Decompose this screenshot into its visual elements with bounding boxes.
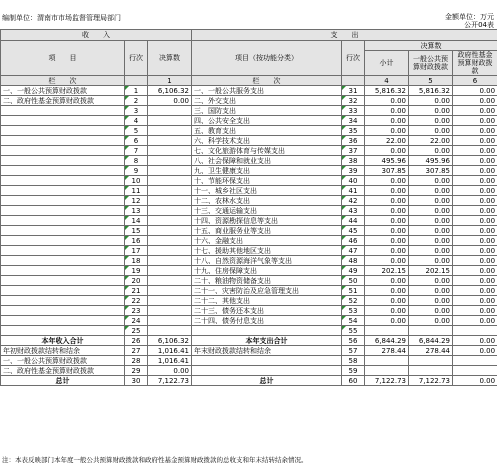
table-row xyxy=(1,196,497,206)
expense-general: 0.00 xyxy=(409,296,453,306)
table-row xyxy=(1,256,497,266)
income-row-no: 12 xyxy=(125,196,148,206)
income-amount xyxy=(148,326,192,336)
income-item xyxy=(1,206,125,216)
income-item xyxy=(1,166,125,176)
expense-general: 0.00 xyxy=(409,286,453,296)
expense-general: 202.15 xyxy=(409,266,453,276)
amount-unit: 金额单位：万元 xyxy=(445,13,494,21)
expense-subtotal: 0.00 xyxy=(365,216,409,226)
expense-fund: 0.00 xyxy=(453,266,497,276)
table-row xyxy=(1,146,497,156)
grand-income-no: 30 xyxy=(125,376,148,386)
expense-row-no: 33 xyxy=(342,106,365,116)
expense-item: 二、外交支出 xyxy=(192,96,342,106)
income-amount xyxy=(148,256,192,266)
table-row xyxy=(1,246,497,256)
expense-fund: 0.00 xyxy=(453,136,497,146)
carry-fund-amount: 0.00 xyxy=(148,366,192,376)
table-row xyxy=(1,286,497,296)
income-row-no: 17 xyxy=(125,246,148,256)
income-total-label: 本年收入合计 xyxy=(1,336,125,346)
expense-subtotal: 0.00 xyxy=(365,176,409,186)
expense-subtotal: 0.00 xyxy=(365,246,409,256)
expense-item: 十一、城乡社区支出 xyxy=(192,186,342,196)
expense-item: 二十一、灾害防治及应急管理支出 xyxy=(192,286,342,296)
expense-subtotal: 0.00 xyxy=(365,256,409,266)
expense-general: 495.96 xyxy=(409,156,453,166)
expense-group-header: 支 出 xyxy=(192,30,497,41)
grand-expense-general: 7,122.73 xyxy=(409,376,453,386)
income-amount xyxy=(148,266,192,276)
carry-in-no: 27 xyxy=(125,346,148,356)
expense-item xyxy=(192,326,342,336)
expense-subtotal: 0.00 xyxy=(365,196,409,206)
expense-general: 307.85 xyxy=(409,166,453,176)
expense-fund: 0.00 xyxy=(453,96,497,106)
expense-subtotal: 0.00 xyxy=(365,106,409,116)
table-row xyxy=(1,136,497,146)
income-item xyxy=(1,156,125,166)
column-number-blank-expense xyxy=(342,76,365,86)
carry-general-blank-2 xyxy=(409,356,453,366)
expense-general: 0.00 xyxy=(409,96,453,106)
expense-item: 二十三、债务还本支出 xyxy=(192,306,342,316)
income-amount xyxy=(148,116,192,126)
expense-subtotal: 0.00 xyxy=(365,316,409,326)
table-row xyxy=(1,306,497,316)
income-row-no: 19 xyxy=(125,266,148,276)
expense-general: 0.00 xyxy=(409,146,453,156)
expense-fund: 0.00 xyxy=(453,116,497,126)
expense-total-label: 本年支出合计 xyxy=(192,336,342,346)
expense-item: 十四、资源勘探信息等支出 xyxy=(192,216,342,226)
carry-fund-blank-1 xyxy=(365,366,409,376)
column-number-blank xyxy=(125,76,148,86)
expense-general: 0.00 xyxy=(409,306,453,316)
income-item xyxy=(1,136,125,146)
table-row xyxy=(1,126,497,136)
income-item xyxy=(1,256,125,266)
expense-final-header: 决算数 xyxy=(365,41,497,51)
grand-income-amount: 7,122.73 xyxy=(148,376,192,386)
expense-fund: 0.00 xyxy=(453,306,497,316)
income-amount xyxy=(148,306,192,316)
carry-in-label: 年初财政拨款结转和结余 xyxy=(1,346,125,356)
expense-item: 十五、商业服务业等支出 xyxy=(192,226,342,236)
grand-total-row xyxy=(1,376,497,386)
income-item xyxy=(1,226,125,236)
expense-item: 五、教育支出 xyxy=(192,126,342,136)
expense-item: 二十、粮油物资储备支出 xyxy=(192,276,342,286)
expense-row-no: 53 xyxy=(342,306,365,316)
carry-fund-label: 二、政府性基金预算财政拨款 xyxy=(1,366,125,376)
table-row xyxy=(1,176,497,186)
expense-subtotal: 0.00 xyxy=(365,306,409,316)
expense-row-no: 41 xyxy=(342,186,365,196)
expense-general: 0.00 xyxy=(409,186,453,196)
expense-general xyxy=(409,326,453,336)
income-row-no: 25 xyxy=(125,326,148,336)
expense-row-no: 55 xyxy=(342,326,365,336)
income-row-no: 1 xyxy=(125,86,148,96)
grand-expense-label: 总计 xyxy=(192,376,342,386)
income-row-no: 14 xyxy=(125,216,148,226)
expense-item: 十二、农林水支出 xyxy=(192,196,342,206)
income-amount xyxy=(148,296,192,306)
expense-row-no: 36 xyxy=(342,136,365,146)
income-amount xyxy=(148,226,192,236)
table-row xyxy=(1,96,497,106)
expense-row-no: 31 xyxy=(342,86,365,96)
carry-general-expense-blank xyxy=(192,356,342,366)
table-row xyxy=(1,186,497,196)
income-item xyxy=(1,316,125,326)
expense-fund: 0.00 xyxy=(453,166,497,176)
income-item xyxy=(1,186,125,196)
expense-general: 0.00 xyxy=(409,276,453,286)
income-row-no: 18 xyxy=(125,256,148,266)
expense-total-subtotal: 6,844.29 xyxy=(365,336,409,346)
expense-row-no: 54 xyxy=(342,316,365,326)
expense-subtotal: 495.96 xyxy=(365,156,409,166)
carry-out-general: 278.44 xyxy=(409,346,453,356)
expense-item: 十八、自然资源海洋气象等支出 xyxy=(192,256,342,266)
table-row xyxy=(1,266,497,276)
carry-general-expense-no: 58 xyxy=(342,356,365,366)
income-row-no: 7 xyxy=(125,146,148,156)
unit-name: 渭南市市场监督管理局部门 xyxy=(37,14,121,22)
carry-out-fund: 0.00 xyxy=(453,346,497,356)
expense-row-no: 39 xyxy=(342,166,365,176)
expense-general: 0.00 xyxy=(409,246,453,256)
income-row-no: 9 xyxy=(125,166,148,176)
expense-subtotal: 0.00 xyxy=(365,116,409,126)
column-number-4: 4 xyxy=(365,76,409,86)
footnote: 注：本表反映部门本年度一般公共预算财政拨款和政府性基金预算财政拨款的总收支和年末结转结余情况。 xyxy=(2,456,308,464)
income-amount xyxy=(148,146,192,156)
expense-fund: 0.00 xyxy=(453,156,497,166)
expense-general: 0.00 xyxy=(409,196,453,206)
income-amount xyxy=(148,206,192,216)
expense-row-no: 44 xyxy=(342,216,365,226)
expense-row-no: 38 xyxy=(342,156,365,166)
income-amount xyxy=(148,126,192,136)
carry-general-row xyxy=(1,356,497,366)
income-item xyxy=(1,146,125,156)
expense-rowno-header: 行次 xyxy=(342,41,365,76)
annual-total-row xyxy=(1,336,497,346)
income-row-no: 22 xyxy=(125,296,148,306)
expense-general: 0.00 xyxy=(409,206,453,216)
expense-subtotal: 0.00 xyxy=(365,206,409,216)
carry-fund-no: 29 xyxy=(125,366,148,376)
carry-general-blank-1 xyxy=(365,356,409,366)
income-row-no: 15 xyxy=(125,226,148,236)
expense-subtotal: 0.00 xyxy=(365,286,409,296)
income-amount xyxy=(148,236,192,246)
expense-fund: 0.00 xyxy=(453,286,497,296)
income-amount xyxy=(148,246,192,256)
income-item-header: 项 目 xyxy=(1,41,125,76)
expense-subtotal: 22.00 xyxy=(365,136,409,146)
expense-item: 六、科学技术支出 xyxy=(192,136,342,146)
income-row-no: 8 xyxy=(125,156,148,166)
expense-general: 22.00 xyxy=(409,136,453,146)
carry-out-subtotal: 278.44 xyxy=(365,346,409,356)
expense-fund: 0.00 xyxy=(453,126,497,136)
income-amount xyxy=(148,166,192,176)
table-row xyxy=(1,156,497,166)
expense-fund: 0.00 xyxy=(453,226,497,236)
column-number-1: 1 xyxy=(148,76,192,86)
income-row-no: 21 xyxy=(125,286,148,296)
expense-general: 0.00 xyxy=(409,176,453,186)
income-item xyxy=(1,276,125,286)
expense-row-no: 50 xyxy=(342,276,365,286)
expense-row-no: 32 xyxy=(342,96,365,106)
expense-subtotal: 0.00 xyxy=(365,146,409,156)
income-row-no: 23 xyxy=(125,306,148,316)
expense-total-no: 56 xyxy=(342,336,365,346)
form-number: 公开04表 xyxy=(464,21,494,29)
expense-fund xyxy=(453,326,497,336)
income-amount xyxy=(148,286,192,296)
expense-item: 二十四、债务付息支出 xyxy=(192,316,342,326)
income-item xyxy=(1,216,125,226)
income-item xyxy=(1,296,125,306)
expense-item: 十、节能环保支出 xyxy=(192,176,342,186)
gov-fund-header: 政府性基金预算财政拨款 xyxy=(453,51,497,76)
expense-fund: 0.00 xyxy=(453,296,497,306)
expense-fund: 0.00 xyxy=(453,206,497,216)
table-row xyxy=(1,206,497,216)
income-item xyxy=(1,196,125,206)
income-item: 二、政府性基金预算财政拨款 xyxy=(1,96,125,106)
income-row-no: 4 xyxy=(125,116,148,126)
table-row xyxy=(1,296,497,306)
table-row xyxy=(1,326,497,336)
expense-item: 四、公共安全支出 xyxy=(192,116,342,126)
income-row-no: 24 xyxy=(125,316,148,326)
income-row-no: 16 xyxy=(125,236,148,246)
expense-subtotal: 0.00 xyxy=(365,226,409,236)
expense-subtotal: 0.00 xyxy=(365,296,409,306)
income-amount: 6,106.32 xyxy=(148,86,192,96)
carry-out-label: 年末财政拨款结转和结余 xyxy=(192,346,342,356)
expense-fund: 0.00 xyxy=(453,316,497,326)
carry-in-amount: 1,016.41 xyxy=(148,346,192,356)
expense-fund: 0.00 xyxy=(453,106,497,116)
income-row-no: 6 xyxy=(125,136,148,146)
grand-income-label: 总计 xyxy=(1,376,125,386)
expense-fund: 0.00 xyxy=(453,246,497,256)
expense-general: 0.00 xyxy=(409,216,453,226)
income-item xyxy=(1,236,125,246)
expense-general: 0.00 xyxy=(409,226,453,236)
expense-subtotal: 0.00 xyxy=(365,276,409,286)
expense-subtotal: 307.85 xyxy=(365,166,409,176)
column-number-label: 栏 次 xyxy=(1,76,125,86)
grand-expense-subtotal: 7,122.73 xyxy=(365,376,409,386)
expense-general: 0.00 xyxy=(409,116,453,126)
expense-total-general: 6,844.29 xyxy=(409,336,453,346)
income-amount xyxy=(148,156,192,166)
expense-subtotal: 202.15 xyxy=(365,266,409,276)
expense-row-no: 51 xyxy=(342,286,365,296)
column-number-6: 6 xyxy=(453,76,497,86)
expense-row-no: 47 xyxy=(342,246,365,256)
expense-item: 九、卫生健康支出 xyxy=(192,166,342,176)
expense-row-no: 40 xyxy=(342,176,365,186)
table-row xyxy=(1,276,497,286)
carry-fund-expense-no: 59 xyxy=(342,366,365,376)
expense-general: 0.00 xyxy=(409,126,453,136)
income-item xyxy=(1,126,125,136)
income-item xyxy=(1,326,125,336)
carry-general-amount: 1,016.41 xyxy=(148,356,192,366)
expense-total-fund: 0.00 xyxy=(453,336,497,346)
expense-row-no: 42 xyxy=(342,196,365,206)
budget-table xyxy=(0,29,497,386)
income-row-no: 2 xyxy=(125,96,148,106)
income-item xyxy=(1,266,125,276)
carry-fund-blank-3 xyxy=(453,366,497,376)
expense-item: 七、文化旅游体育与传媒支出 xyxy=(192,146,342,156)
income-amount xyxy=(148,316,192,326)
income-row-no: 11 xyxy=(125,186,148,196)
income-group-header: 收 入 xyxy=(1,30,192,41)
table-row xyxy=(1,166,497,176)
expense-row-no: 49 xyxy=(342,266,365,276)
carry-fund-row xyxy=(1,366,497,376)
expense-general: 0.00 xyxy=(409,256,453,266)
expense-fund: 0.00 xyxy=(453,196,497,206)
income-item xyxy=(1,286,125,296)
income-amount xyxy=(148,216,192,226)
expense-subtotal: 0.00 xyxy=(365,96,409,106)
expense-subtotal: 0.00 xyxy=(365,236,409,246)
column-number-label-expense: 栏 次 xyxy=(192,76,342,86)
income-amount xyxy=(148,276,192,286)
column-number-5: 5 xyxy=(409,76,453,86)
carry-general-blank-3 xyxy=(453,356,497,366)
income-amount xyxy=(148,186,192,196)
expense-general: 5,816.32 xyxy=(409,86,453,96)
income-row-no: 3 xyxy=(125,106,148,116)
expense-row-no: 35 xyxy=(342,126,365,136)
income-rowno-header: 行次 xyxy=(125,41,148,76)
table-row xyxy=(1,106,497,116)
income-amount: 0.00 xyxy=(148,96,192,106)
income-amount xyxy=(148,176,192,186)
expense-row-no: 43 xyxy=(342,206,365,216)
carry-out-no: 57 xyxy=(342,346,365,356)
carry-fund-blank-2 xyxy=(409,366,453,376)
expense-subtotal: 0.00 xyxy=(365,126,409,136)
income-item xyxy=(1,106,125,116)
unit-line xyxy=(2,14,121,23)
expense-fund: 0.00 xyxy=(453,86,497,96)
expense-item: 十三、交通运输支出 xyxy=(192,206,342,216)
expense-fund: 0.00 xyxy=(453,186,497,196)
income-final-header: 决算数 xyxy=(148,41,192,76)
expense-general: 0.00 xyxy=(409,106,453,116)
expense-subtotal: 0.00 xyxy=(365,186,409,196)
table-row xyxy=(1,86,497,96)
expense-row-no: 46 xyxy=(342,236,365,246)
expense-fund: 0.00 xyxy=(453,146,497,156)
expense-subtotal xyxy=(365,326,409,336)
expense-fund: 0.00 xyxy=(453,236,497,246)
expense-item: 十九、住房保障支出 xyxy=(192,266,342,276)
expense-item: 一、一般公共服务支出 xyxy=(192,86,342,96)
income-item xyxy=(1,176,125,186)
income-item xyxy=(1,246,125,256)
carry-fund-expense-blank xyxy=(192,366,342,376)
expense-fund: 0.00 xyxy=(453,176,497,186)
table-row xyxy=(1,236,497,246)
income-amount xyxy=(148,106,192,116)
table-row xyxy=(1,316,497,326)
income-row-no: 20 xyxy=(125,276,148,286)
expense-item: 八、社会保障和就业支出 xyxy=(192,156,342,166)
carry-general-no: 28 xyxy=(125,356,148,366)
expense-row-no: 48 xyxy=(342,256,365,266)
income-amount xyxy=(148,136,192,146)
expense-item-header: 项目（按功能分类） xyxy=(192,41,342,76)
table-row xyxy=(1,116,497,126)
subtotal-header: 小计 xyxy=(365,51,409,76)
income-item xyxy=(1,306,125,316)
expense-row-no: 37 xyxy=(342,146,365,156)
income-row-no: 13 xyxy=(125,206,148,216)
income-item xyxy=(1,116,125,126)
expense-item: 二十二、其他支出 xyxy=(192,296,342,306)
table-row xyxy=(1,226,497,236)
table-row xyxy=(1,216,497,226)
expense-general: 0.00 xyxy=(409,316,453,326)
income-amount xyxy=(148,196,192,206)
unit-label: 编制单位： xyxy=(2,14,37,22)
carry-general-label: 一、一般公共预算财政拨款 xyxy=(1,356,125,366)
income-total-amount: 6,106.32 xyxy=(148,336,192,346)
expense-subtotal: 5,816.32 xyxy=(365,86,409,96)
grand-expense-fund: 0.00 xyxy=(453,376,497,386)
grand-expense-no: 60 xyxy=(342,376,365,386)
expense-row-no: 34 xyxy=(342,116,365,126)
expense-fund: 0.00 xyxy=(453,216,497,226)
expense-item: 十七、援助其他地区支出 xyxy=(192,246,342,256)
expense-fund: 0.00 xyxy=(453,276,497,286)
income-row-no: 5 xyxy=(125,126,148,136)
income-row-no: 10 xyxy=(125,176,148,186)
expense-item: 十六、金融支出 xyxy=(192,236,342,246)
general-budget-header: 一般公共预算财政拨款 xyxy=(409,51,453,76)
income-item: 一、一般公共预算财政拨款 xyxy=(1,86,125,96)
expense-general: 0.00 xyxy=(409,236,453,246)
carryover-row xyxy=(1,346,497,356)
income-total-no: 26 xyxy=(125,336,148,346)
expense-row-no: 52 xyxy=(342,296,365,306)
expense-row-no: 45 xyxy=(342,226,365,236)
expense-fund: 0.00 xyxy=(453,256,497,266)
expense-item: 三、国防支出 xyxy=(192,106,342,116)
